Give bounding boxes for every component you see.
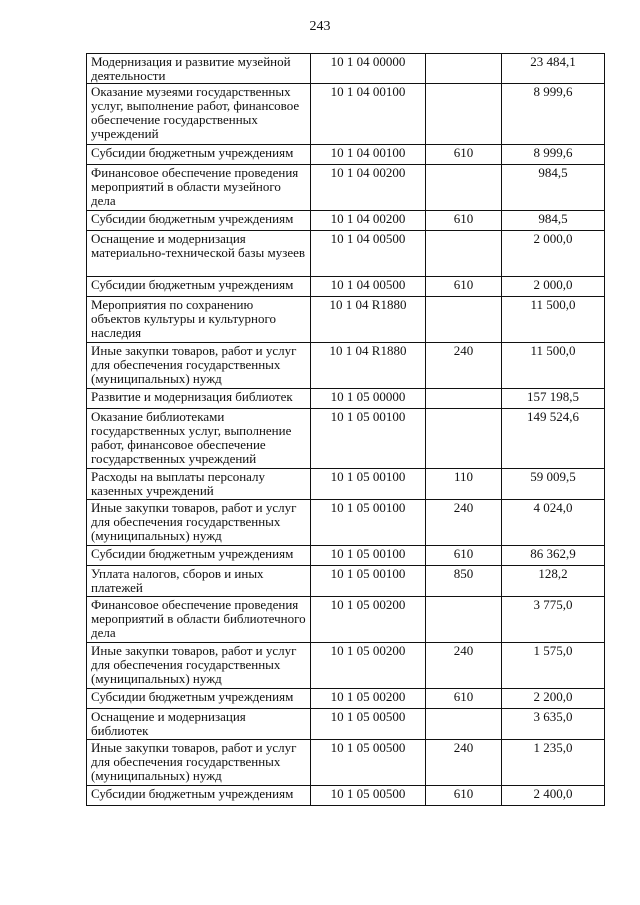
row-name: Оснащение и модернизация библиотек (87, 709, 311, 740)
row-code: 10 1 04 R1880 (311, 297, 426, 343)
row-code: 10 1 05 00100 (311, 566, 426, 597)
row-sum: 984,5 (502, 165, 605, 211)
row-name: Иные закупки товаров, работ и услуг для обеспечения государственных (муниципальных) нужд (87, 643, 311, 689)
row-sum: 2 400,0 (502, 786, 605, 806)
table-row (87, 469, 605, 500)
row-sum: 8 999,6 (502, 145, 605, 165)
row-name: Расходы на выплаты персоналу казенных учреждений (87, 469, 311, 500)
table-row (87, 500, 605, 546)
table-row (87, 297, 605, 343)
table-row (87, 689, 605, 709)
row-code: 10 1 05 00200 (311, 689, 426, 709)
row-vr: 610 (426, 786, 502, 806)
table-row (87, 546, 605, 566)
table-row (87, 277, 605, 297)
row-vr (426, 54, 502, 84)
row-sum: 11 500,0 (502, 297, 605, 343)
row-code: 10 1 05 00100 (311, 546, 426, 566)
table-row (87, 709, 605, 740)
row-name: Субсидии бюджетным учреждениям (87, 786, 311, 806)
row-sum: 86 362,9 (502, 546, 605, 566)
budget-table (86, 53, 605, 806)
row-vr: 240 (426, 740, 502, 786)
row-name: Субсидии бюджетным учреждениям (87, 145, 311, 165)
row-code: 10 1 05 00500 (311, 740, 426, 786)
row-code: 10 1 04 00500 (311, 277, 426, 297)
row-vr: 610 (426, 546, 502, 566)
row-name: Финансовое обеспечение проведения мероприятий в области музейного дела (87, 165, 311, 211)
row-vr: 240 (426, 343, 502, 389)
row-sum: 984,5 (502, 211, 605, 231)
row-sum: 149 524,6 (502, 409, 605, 469)
row-sum: 157 198,5 (502, 389, 605, 409)
row-code: 10 1 05 00100 (311, 409, 426, 469)
row-name: Оказание музеями государственных услуг, выполнение работ, финансовое обеспечение государственных учреждений (87, 84, 311, 145)
row-name: Субсидии бюджетным учреждениям (87, 689, 311, 709)
table-row (87, 643, 605, 689)
row-code: 10 1 04 R1880 (311, 343, 426, 389)
table-row (87, 409, 605, 469)
row-sum: 59 009,5 (502, 469, 605, 500)
row-code: 10 1 05 00000 (311, 389, 426, 409)
row-vr: 110 (426, 469, 502, 500)
row-name: Уплата налогов, сборов и иных платежей (87, 566, 311, 597)
table-row (87, 84, 605, 145)
row-sum: 3 775,0 (502, 597, 605, 643)
row-vr (426, 597, 502, 643)
row-name: Модернизация и развитие музейной деятельности (87, 54, 311, 84)
row-sum: 2 000,0 (502, 277, 605, 297)
row-sum: 2 000,0 (502, 231, 605, 277)
row-name: Финансовое обеспечение проведения мероприятий в области библиотечного дела (87, 597, 311, 643)
row-sum: 11 500,0 (502, 343, 605, 389)
row-code: 10 1 05 00100 (311, 500, 426, 546)
row-code: 10 1 05 00100 (311, 469, 426, 500)
row-code: 10 1 05 00500 (311, 709, 426, 740)
row-name: Иные закупки товаров, работ и услуг для обеспечения государственных (муниципальных) нужд (87, 740, 311, 786)
row-vr: 610 (426, 145, 502, 165)
row-code: 10 1 05 00200 (311, 643, 426, 689)
row-name: Развитие и модернизация библиотек (87, 389, 311, 409)
row-vr (426, 409, 502, 469)
row-sum: 1 575,0 (502, 643, 605, 689)
row-name: Оснащение и модернизация материально-технической базы музеев (87, 231, 311, 277)
table-row (87, 165, 605, 211)
table-row (87, 566, 605, 597)
row-name: Иные закупки товаров, работ и услуг для обеспечения государственных (муниципальных) нужд (87, 500, 311, 546)
row-code: 10 1 04 00100 (311, 145, 426, 165)
row-vr (426, 389, 502, 409)
row-vr: 240 (426, 500, 502, 546)
row-code: 10 1 05 00200 (311, 597, 426, 643)
table-row (87, 389, 605, 409)
table-row (87, 54, 605, 84)
row-sum: 8 999,6 (502, 84, 605, 145)
row-code: 10 1 04 00200 (311, 211, 426, 231)
row-vr: 240 (426, 643, 502, 689)
table-row (87, 231, 605, 277)
table-row (87, 786, 605, 806)
row-name: Субсидии бюджетным учреждениям (87, 546, 311, 566)
row-vr: 610 (426, 211, 502, 231)
row-vr: 610 (426, 277, 502, 297)
table-row (87, 597, 605, 643)
row-sum: 3 635,0 (502, 709, 605, 740)
row-name: Субсидии бюджетным учреждениям (87, 277, 311, 297)
row-name: Иные закупки товаров, работ и услуг для обеспечения государственных (муниципальных) нужд (87, 343, 311, 389)
row-code: 10 1 05 00500 (311, 786, 426, 806)
table-row (87, 211, 605, 231)
row-sum: 4 024,0 (502, 500, 605, 546)
row-code: 10 1 04 00000 (311, 54, 426, 84)
row-code: 10 1 04 00100 (311, 84, 426, 145)
row-name: Субсидии бюджетным учреждениям (87, 211, 311, 231)
row-sum: 128,2 (502, 566, 605, 597)
row-vr: 610 (426, 689, 502, 709)
row-vr (426, 231, 502, 277)
table-row (87, 145, 605, 165)
row-sum: 2 200,0 (502, 689, 605, 709)
row-vr (426, 165, 502, 211)
row-vr (426, 84, 502, 145)
row-code: 10 1 04 00500 (311, 231, 426, 277)
row-sum: 23 484,1 (502, 54, 605, 84)
row-vr (426, 709, 502, 740)
table-row (87, 740, 605, 786)
row-sum: 1 235,0 (502, 740, 605, 786)
row-code: 10 1 04 00200 (311, 165, 426, 211)
page-number: 243 (309, 19, 331, 34)
row-vr (426, 297, 502, 343)
row-vr: 850 (426, 566, 502, 597)
row-name: Оказание библиотеками государственных услуг, выполнение работ, финансовое обеспечение государственных учреждений (87, 409, 311, 469)
table-row (87, 343, 605, 389)
row-name: Мероприятия по сохранению объектов культуры и культурного наследия (87, 297, 311, 343)
